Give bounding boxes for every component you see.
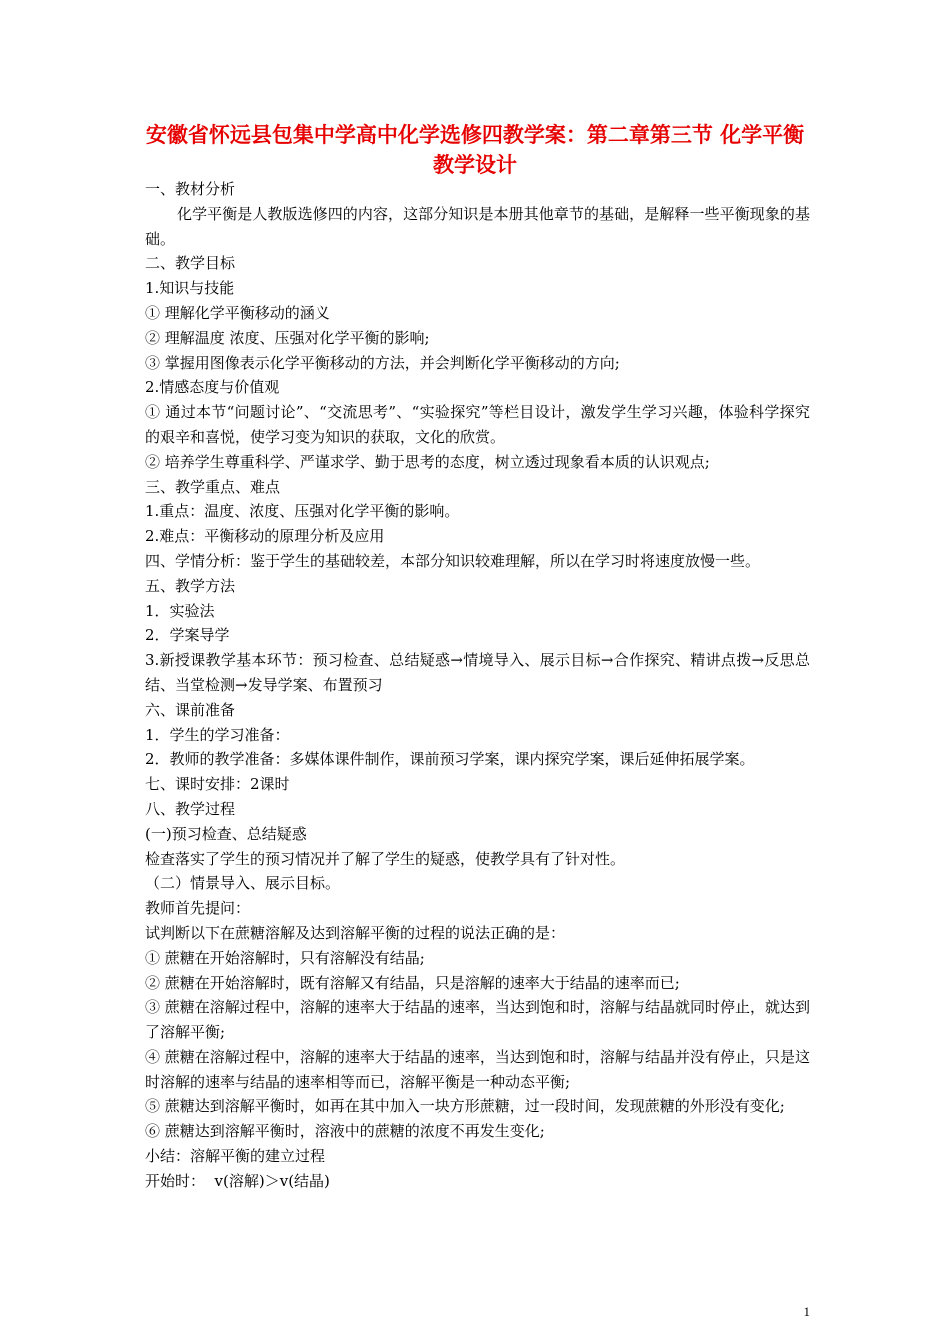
list-item: ⑥ 蔗糖达到溶解平衡时，溶液中的蔗糖的浓度不再发生变化; bbox=[145, 1122, 545, 1141]
list-item: ② 蔗糖在开始溶解时，既有溶解又有结晶，只是溶解的速率大于结晶的速率而已; bbox=[145, 973, 680, 992]
document-title: 安徽省怀远县包集中学高中化学选修四教学案：第二章第三节 化学平衡 教学设计 bbox=[145, 123, 805, 177]
list-item: 1．学生的学习准备： bbox=[145, 725, 290, 744]
subheading: (一)预习检查、总结疑惑 bbox=[145, 824, 307, 843]
section-heading: 三、教学重点、难点 bbox=[145, 477, 281, 496]
list-item: 2．学案导学 bbox=[145, 626, 230, 645]
list-item: ④ 蔗糖在溶解过程中，溶解的速率大于结晶的速率，当达到饱和时，溶解与结晶并没有停止，只是这时溶解的速率与结晶的速率相等而已，溶解平衡是一种动态平衡; bbox=[145, 1047, 810, 1091]
formula-line: 开始时： v(溶解)＞v(结晶) bbox=[145, 1171, 330, 1190]
list-item: ① 理解化学平衡移动的涵义 bbox=[145, 303, 330, 322]
section-heading: 一、教材分析 bbox=[145, 180, 236, 198]
list-item: 3.新授课教学基本环节：预习检查、总结疑惑→情境导入、展示目标→合作探究、精讲点拨→反思总结、当堂检测→发导学案、布置预习 bbox=[145, 651, 810, 694]
paragraph: 教师首先提问： bbox=[145, 899, 251, 918]
section-heading: 七、课时安排：2课时 bbox=[145, 775, 290, 794]
list-item: ① 通过本节“问题讨论”、“交流思考”、“实验探究”等栏目设计，激发学生学习兴趣，体验科学探究的艰辛和喜悦，使学习变为知识的获取，文化的欣赏。 bbox=[145, 403, 810, 446]
list-item: ③ 掌握用图像表示化学平衡移动的方法，并会判断化学平衡移动的方向; bbox=[145, 353, 620, 372]
subheading: 1.知识与技能 bbox=[145, 279, 235, 298]
list-item: 1．实验法 bbox=[145, 601, 215, 620]
section-heading: 六、课前准备 bbox=[145, 700, 236, 719]
subheading: （二）情景导入、展示目标。 bbox=[145, 874, 341, 893]
list-item: ① 蔗糖在开始溶解时，只有溶解没有结晶; bbox=[145, 948, 425, 967]
list-item: ② 理解温度 浓度、压强对化学平衡的影响; bbox=[145, 328, 430, 347]
list-item: ⑤ 蔗糖达到溶解平衡时，如再在其中加入一块方形蔗糖，过一段时间，发现蔗糖的外形没有变化; bbox=[145, 1097, 785, 1116]
list-item: 2.难点：平衡移动的原理分析及应用 bbox=[145, 527, 385, 546]
page-number: 1 bbox=[803, 1304, 810, 1319]
section-heading: 二、教学目标 bbox=[145, 254, 236, 273]
subheading: 2.情感态度与价值观 bbox=[145, 378, 280, 397]
paragraph: 化学平衡是人教版选修四的内容，这部分知识是本册其他章节的基础，是解释一些平衡现象的基础。 bbox=[145, 204, 810, 248]
list-item: 2．教师的教学准备：多媒体课件制作，课前预习学案，课内探究学案，课后延伸拓展学案。 bbox=[145, 750, 755, 769]
paragraph: 检查落实了学生的预习情况并了解了学生的疑惑，使教学具有了针对性。 bbox=[145, 849, 626, 868]
summary-heading: 小结：溶解平衡的建立过程 bbox=[145, 1147, 326, 1166]
section-heading: 八、教学过程 bbox=[145, 799, 236, 818]
section-heading: 四、学情分析：鉴于学生的基础较差，本部分知识较难理解，所以在学习时将速度放慢一些。 bbox=[145, 551, 761, 570]
list-item: 1.重点：温度、浓度、压强对化学平衡的影响。 bbox=[145, 502, 460, 521]
document-body bbox=[145, 177, 810, 1194]
paragraph: 试判断以下在蔗糖溶解及达到溶解平衡的过程的说法正确的是： bbox=[145, 923, 566, 942]
section-heading: 五、教学方法 bbox=[145, 576, 236, 595]
list-item: ③ 蔗糖在溶解过程中，溶解的速率大于结晶的速率，当达到饱和时，溶解与结晶就同时停止，就达到了溶解平衡; bbox=[145, 998, 810, 1042]
list-item: ② 培养学生尊重科学、严谨求学、勤于思考的态度，树立透过现象看本质的认识观点; bbox=[145, 452, 710, 471]
